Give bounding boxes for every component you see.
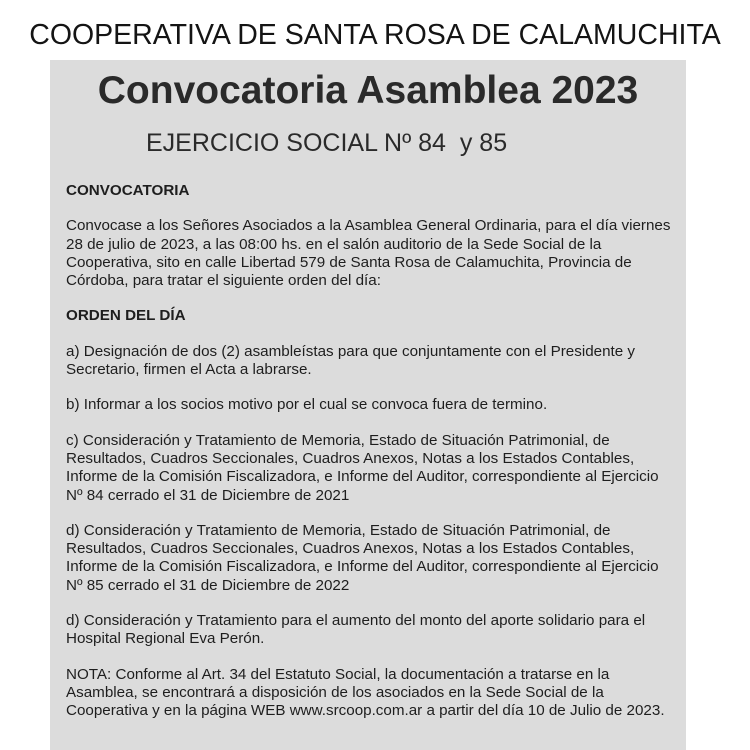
notice-body: [66, 182, 678, 738]
notice-panel: [50, 60, 686, 750]
convocatoria-heading: CONVOCATORIA: [66, 182, 190, 199]
convocatoria-paragraph: Convocase a los Señores Asociados a la Asamblea General Ordinaria, para el día viernes 28 de julio de 2023, a las 08:00 hs. en el salón auditorio de la Sede Social de la Cooperativa, sito en calle Libertad 579 de Santa Rosa de Calamuchita, Provincia de Córdoba, para tratar el siguiente orden del día:: [66, 217, 671, 290]
organization-header: COOPERATIVA DE SANTA ROSA DE CALAMUCHITA: [29, 19, 721, 51]
orden-del-dia-heading: ORDEN DEL DÍA: [66, 307, 186, 325]
notice-subtitle: EJERCICIO SOCIAL Nº 84 y 85: [146, 129, 508, 157]
agenda-item-d-ejercicio-85: d) Consideración y Tratamiento de Memoria, Estado de Situación Patrimonial, de Resultados, Cuadros Seccionales, Cuadros Anexos, Notas a los Estados Contables, Informe de la Comisión Fiscalizadora, e Informe del Auditor, correspondiente al Ejercicio Nº 85 cerrado el 31 de Diciembre de 2022: [66, 521, 659, 594]
agenda-item-d-aporte-solidario: d) Consideración y Tratamiento para el aumento del monto del aporte solidario para el Hospital Regional Eva Perón.: [66, 612, 646, 648]
nota-paragraph: NOTA: Conforme al Art. 34 del Estatuto Social, la documentación a tratarse en la Asamblea, se encontrará a disposición de los asociados en la Sede Social de la Cooperativa y en la página WEB www.srcoop.com.ar a partir del día 10 de Julio de 2023.: [66, 665, 665, 720]
agenda-item-a: a) Designación de dos (2) asambleístas para que conjuntamente con el Presidente y Secretario, firmen el Acta a labrarse.: [66, 342, 636, 379]
notice-title: Convocatoria Asamblea 2023: [97, 69, 639, 112]
agenda-item-b: b) Informar a los socios motivo por el cual se convoca fuera de termino.: [66, 396, 548, 414]
agenda-item-c: c) Consideración y Tratamiento de Memoria, Estado de Situación Patrimonial, de Resultados, Cuadros Seccionales, Cuadros Anexos, Notas a los Estados Contables, Informe de la Comisión Fiscalizadora, e Informe del Auditor, correspondiente al Ejercicio Nº 84 cerrado el 31 de Diciembre de 2021: [66, 431, 659, 504]
